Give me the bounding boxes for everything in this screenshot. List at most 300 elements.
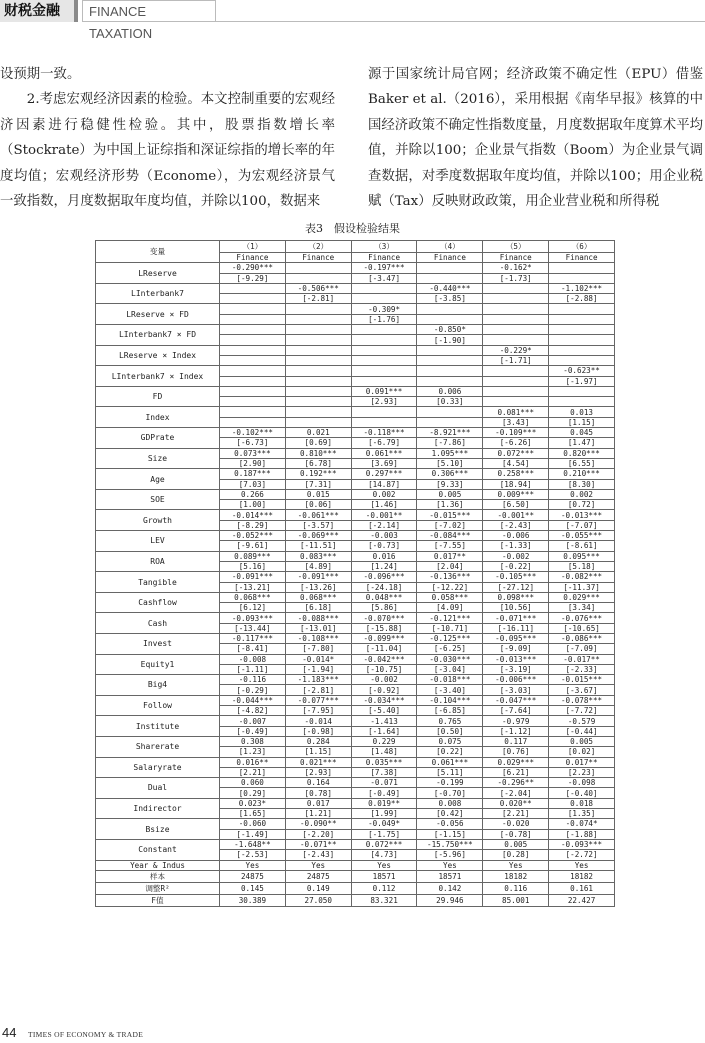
coef-cell xyxy=(285,386,351,396)
tstat-cell: [-3.57] xyxy=(285,520,351,530)
tstat-cell: [7.03] xyxy=(220,479,286,489)
coef-cell xyxy=(549,325,615,335)
tstat-cell: [-6.73] xyxy=(220,438,286,448)
tstat-cell: [-3.03] xyxy=(483,685,549,695)
coef-cell: 0.810*** xyxy=(285,448,351,458)
stat-cell: 18182 xyxy=(549,870,615,882)
tstat-cell: [-7.72] xyxy=(549,706,615,716)
stat-cell: Yes xyxy=(351,860,417,870)
tstat-cell: [-0.49] xyxy=(351,788,417,798)
coef-cell: -0.084*** xyxy=(417,531,483,541)
column-header: （4） xyxy=(417,241,483,253)
coef-cell xyxy=(285,366,351,376)
tstat-cell: [-10.65] xyxy=(549,623,615,633)
variable-name: Size xyxy=(96,448,220,469)
stat-cell: Yes xyxy=(417,860,483,870)
variable-name: LEV xyxy=(96,531,220,552)
coef-cell: -0.118*** xyxy=(351,428,417,438)
tstat-cell: [1.99] xyxy=(351,809,417,819)
variable-name: GDPrate xyxy=(96,428,220,449)
journal-name: TIMES OF ECONOMY & TRADE xyxy=(28,1030,144,1039)
coef-cell: 0.021 xyxy=(285,428,351,438)
tstat-cell xyxy=(549,335,615,345)
table-header-row xyxy=(96,241,615,253)
tstat-cell: [-1.94] xyxy=(285,664,351,674)
tstat-cell: [-15.88] xyxy=(351,623,417,633)
regression-table xyxy=(95,240,615,907)
tstat-cell: [0.02] xyxy=(549,747,615,757)
tstat-cell: [4.09] xyxy=(417,603,483,613)
stat-cell: 24875 xyxy=(220,870,286,882)
tstat-cell: [-2.14] xyxy=(351,520,417,530)
tstat-cell xyxy=(417,355,483,365)
tstat-cell: [-0.29] xyxy=(220,685,286,695)
coef-cell: -0.030*** xyxy=(417,654,483,664)
tstat-cell: [-9.29] xyxy=(220,273,286,283)
coef-cell xyxy=(417,407,483,417)
coef-cell: 0.061*** xyxy=(417,757,483,767)
tstat-cell: [3.34] xyxy=(549,603,615,613)
variable-name: Bsize xyxy=(96,819,220,840)
tstat-cell: [1.00] xyxy=(220,500,286,510)
stat-cell: 0.116 xyxy=(483,882,549,894)
coef-cell: -0.014* xyxy=(285,654,351,664)
column-header: （1） xyxy=(220,241,286,253)
coef-cell: -0.018*** xyxy=(417,675,483,685)
stat-cell: 0.145 xyxy=(220,882,286,894)
variable-name: Indirector xyxy=(96,798,220,819)
stat-cell: 0.142 xyxy=(417,882,483,894)
table-row xyxy=(96,675,615,685)
tstat-cell: [-10.75] xyxy=(351,664,417,674)
coef-cell: 0.020** xyxy=(483,798,549,808)
coef-cell: 0.029*** xyxy=(549,592,615,602)
variable-name: Index xyxy=(96,407,220,428)
coef-cell: -0.003 xyxy=(351,531,417,541)
body-column-right xyxy=(368,62,703,214)
table-row xyxy=(96,736,615,746)
tstat-cell: [1.36] xyxy=(417,500,483,510)
coef-cell: 0.229 xyxy=(351,736,417,746)
coef-cell: 0.017** xyxy=(549,757,615,767)
coef-cell: -0.091*** xyxy=(285,572,351,582)
coef-cell: -0.116 xyxy=(220,675,286,685)
tstat-cell: [-2.43] xyxy=(483,520,549,530)
coef-cell: 0.091*** xyxy=(351,386,417,396)
tstat-cell: [-3.67] xyxy=(549,685,615,695)
coef-cell xyxy=(549,304,615,314)
coef-cell xyxy=(549,345,615,355)
variable-name: Salaryrate xyxy=(96,757,220,778)
table-row xyxy=(96,654,615,664)
coef-cell: 0.016** xyxy=(220,757,286,767)
tstat-cell: [2.90] xyxy=(220,458,286,468)
tstat-cell: [0.69] xyxy=(285,438,351,448)
tstat-cell: [-7.80] xyxy=(285,644,351,654)
tstat-cell xyxy=(220,294,286,304)
coef-cell xyxy=(285,263,351,273)
coef-cell: 0.015 xyxy=(285,489,351,499)
page-number: 44 xyxy=(2,1025,17,1040)
coef-cell: -0.047*** xyxy=(483,695,549,705)
coef-cell: -0.229* xyxy=(483,345,549,355)
variable-name: Tangible xyxy=(96,572,220,593)
tstat-cell: [1.15] xyxy=(549,417,615,427)
coef-cell: -0.014*** xyxy=(220,510,286,520)
tstat-cell: [2.21] xyxy=(220,767,286,777)
coef-cell: -0.979 xyxy=(483,716,549,726)
dependent-var-header: Finance xyxy=(417,253,483,263)
coef-cell: 0.083*** xyxy=(285,551,351,561)
variable-name: Equity1 xyxy=(96,654,220,675)
tstat-cell xyxy=(483,335,549,345)
table-row xyxy=(96,592,615,602)
coef-cell: -0.093*** xyxy=(549,839,615,849)
coef-cell xyxy=(220,366,286,376)
tstat-cell: [-7.07] xyxy=(549,520,615,530)
stat-cell: 18571 xyxy=(417,870,483,882)
tstat-cell: [6.21] xyxy=(483,767,549,777)
tstat-cell: [0.78] xyxy=(285,788,351,798)
coef-cell: -0.002 xyxy=(483,551,549,561)
stat-cell: 29.946 xyxy=(417,894,483,906)
tstat-cell: [-2.43] xyxy=(285,850,351,860)
tstat-cell: [1.48] xyxy=(351,747,417,757)
stat-label: F值 xyxy=(96,894,220,906)
coef-cell: -0.099*** xyxy=(351,633,417,643)
tstat-cell: [-1.75] xyxy=(351,829,417,839)
paragraph: 源于国家统计局官网；经济政策不确定性（EPU）借鉴 Baker et al.（2016），采用根据《南华早报》核算的中国经济政策不确定性指数度量，月度数据取年度算术平均值，并除以100；企业景气指数（Boom）为企业景气调查数据，对季度数据取年度均值，并除以100；用企业税赋（Tax）反映财政政策，用企业营业税和所得税 xyxy=(368,67,703,210)
tstat-cell: [18.94] xyxy=(483,479,549,489)
tstat-cell: [6.55] xyxy=(549,458,615,468)
coef-cell: -0.044*** xyxy=(220,695,286,705)
tstat-cell: [2.21] xyxy=(483,809,549,819)
coef-cell xyxy=(220,283,286,293)
tstat-cell: [4.54] xyxy=(483,458,549,468)
coef-cell xyxy=(483,386,549,396)
tstat-cell: [-8.61] xyxy=(549,541,615,551)
tstat-cell: [5.10] xyxy=(417,458,483,468)
stat-cell: 85.001 xyxy=(483,894,549,906)
tstat-cell xyxy=(220,355,286,365)
variable-name: LReserve × FD xyxy=(96,304,220,325)
tstat-cell: [-2.88] xyxy=(549,294,615,304)
coef-cell: -0.020 xyxy=(483,819,549,829)
coef-cell: 0.258*** xyxy=(483,469,549,479)
tstat-cell: [-16.11] xyxy=(483,623,549,633)
table-row xyxy=(96,798,615,808)
tstat-cell: [-1.90] xyxy=(417,335,483,345)
tstat-cell: [6.18] xyxy=(285,603,351,613)
coef-cell: 0.029*** xyxy=(483,757,549,767)
coef-cell: 0.017** xyxy=(417,551,483,561)
coef-cell: 0.008 xyxy=(417,798,483,808)
coef-cell: -0.104*** xyxy=(417,695,483,705)
tstat-cell: [-3.85] xyxy=(417,294,483,304)
coef-cell: 0.284 xyxy=(285,736,351,746)
table-row xyxy=(96,695,615,705)
coef-cell: -0.108*** xyxy=(285,633,351,643)
stat-label: 调整R² xyxy=(96,882,220,894)
tstat-cell xyxy=(483,314,549,324)
variable-name: LReserve xyxy=(96,263,220,284)
coef-cell: -0.001** xyxy=(351,510,417,520)
coef-cell: -0.013*** xyxy=(549,510,615,520)
coef-cell: 0.073*** xyxy=(220,448,286,458)
dependent-var-header: Finance xyxy=(549,253,615,263)
tstat-cell: [-1.97] xyxy=(549,376,615,386)
tstat-cell: [-11.04] xyxy=(351,644,417,654)
coef-cell: -0.623** xyxy=(549,366,615,376)
coef-cell: 0.002 xyxy=(549,489,615,499)
tstat-cell xyxy=(285,314,351,324)
table-row xyxy=(96,870,615,882)
section-title-en: FINANCE TAXATION xyxy=(82,0,216,22)
table-row xyxy=(96,283,615,293)
coef-cell: -0.105*** xyxy=(483,572,549,582)
coef-cell: 0.192*** xyxy=(285,469,351,479)
coef-cell: -0.071 xyxy=(351,778,417,788)
coef-cell xyxy=(351,283,417,293)
tstat-cell: [-9.61] xyxy=(220,541,286,551)
stat-label: 样本 xyxy=(96,870,220,882)
coef-cell: -0.121*** xyxy=(417,613,483,623)
coef-cell: -0.086*** xyxy=(549,633,615,643)
stat-cell: 18571 xyxy=(351,870,417,882)
stat-cell: Yes xyxy=(483,860,549,870)
tstat-cell xyxy=(549,273,615,283)
coef-cell: -0.071*** xyxy=(483,613,549,623)
tstat-cell: [-27.12] xyxy=(483,582,549,592)
coef-cell xyxy=(417,263,483,273)
coef-cell: 0.072*** xyxy=(351,839,417,849)
variable-name: Growth xyxy=(96,510,220,531)
coef-cell: -0.093*** xyxy=(220,613,286,623)
tstat-cell: [2.93] xyxy=(285,767,351,777)
coef-cell: 0.095*** xyxy=(549,551,615,561)
table-caption: 表3 假设检验结果 xyxy=(305,222,400,235)
coef-cell: -0.309* xyxy=(351,304,417,314)
coef-cell xyxy=(549,386,615,396)
tstat-cell: [-0.73] xyxy=(351,541,417,551)
coef-cell: -0.850* xyxy=(417,325,483,335)
coef-cell: 1.095*** xyxy=(417,448,483,458)
coef-cell: -0.013*** xyxy=(483,654,549,664)
coef-cell: 0.002 xyxy=(351,489,417,499)
paragraph: 设预期一致。 xyxy=(0,67,81,82)
tstat-cell: [1.15] xyxy=(285,747,351,757)
tstat-cell: [-4.82] xyxy=(220,706,286,716)
tstat-cell xyxy=(417,417,483,427)
tstat-cell: [0.72] xyxy=(549,500,615,510)
coef-cell: 0.306*** xyxy=(417,469,483,479)
header-divider-bar xyxy=(74,0,78,22)
coef-cell xyxy=(285,345,351,355)
tstat-cell: [-12.22] xyxy=(417,582,483,592)
coef-cell: 0.058*** xyxy=(417,592,483,602)
coef-cell: -8.921*** xyxy=(417,428,483,438)
coef-cell: -0.071** xyxy=(285,839,351,849)
coef-cell: -0.034*** xyxy=(351,695,417,705)
coef-cell: 0.068*** xyxy=(285,592,351,602)
coef-cell: 0.098*** xyxy=(483,592,549,602)
tstat-cell: [-5.40] xyxy=(351,706,417,716)
table-row xyxy=(96,716,615,726)
tstat-cell: [3.69] xyxy=(351,458,417,468)
tstat-cell: [-2.20] xyxy=(285,829,351,839)
tstat-cell xyxy=(417,376,483,386)
coef-cell: -0.015*** xyxy=(549,675,615,685)
tstat-cell: [0.28] xyxy=(483,850,549,860)
tstat-cell: [0.06] xyxy=(285,500,351,510)
coef-cell: -1.102*** xyxy=(549,283,615,293)
tstat-cell: [-13.44] xyxy=(220,623,286,633)
tstat-cell: [-1.73] xyxy=(483,273,549,283)
tstat-cell: [-13.01] xyxy=(285,623,351,633)
tstat-cell: [-1.11] xyxy=(220,664,286,674)
tstat-cell: [5.18] xyxy=(549,561,615,571)
coef-cell: 0.005 xyxy=(417,489,483,499)
tstat-cell: [-3.47] xyxy=(351,273,417,283)
variable-name: FD xyxy=(96,386,220,407)
tstat-cell: [-0.40] xyxy=(549,788,615,798)
tstat-cell: [-0.44] xyxy=(549,726,615,736)
stat-cell: 0.112 xyxy=(351,882,417,894)
table-row xyxy=(96,572,615,582)
tstat-cell: [2.23] xyxy=(549,767,615,777)
tstat-cell: [2.04] xyxy=(417,561,483,571)
coef-cell: 0.019** xyxy=(351,798,417,808)
tstat-cell xyxy=(220,376,286,386)
tstat-cell: [-8.29] xyxy=(220,520,286,530)
tstat-cell xyxy=(351,294,417,304)
table-row xyxy=(96,489,615,499)
dependent-var-header: Finance xyxy=(220,253,286,263)
stat-cell: 27.050 xyxy=(285,894,351,906)
coef-cell: -0.052*** xyxy=(220,531,286,541)
coef-cell: -1.413 xyxy=(351,716,417,726)
tstat-cell: [1.47] xyxy=(549,438,615,448)
coef-cell: 0.266 xyxy=(220,489,286,499)
coef-cell: -0.095*** xyxy=(483,633,549,643)
tstat-cell: [0.42] xyxy=(417,809,483,819)
tstat-cell: [-11.51] xyxy=(285,541,351,551)
coef-cell: -0.076*** xyxy=(549,613,615,623)
table-row xyxy=(96,819,615,829)
tstat-cell xyxy=(351,335,417,345)
coef-cell xyxy=(351,345,417,355)
tstat-cell: [-5.96] xyxy=(417,850,483,860)
table-row xyxy=(96,304,615,314)
coef-cell: -0.162* xyxy=(483,263,549,273)
tstat-cell: [4.89] xyxy=(285,561,351,571)
column-header: （6） xyxy=(549,241,615,253)
tstat-cell: [5.86] xyxy=(351,603,417,613)
coef-cell: 0.068*** xyxy=(220,592,286,602)
tstat-cell: [1.35] xyxy=(549,809,615,819)
tstat-cell: [-3.40] xyxy=(417,685,483,695)
tstat-cell: [-7.64] xyxy=(483,706,549,716)
coef-cell: 0.061*** xyxy=(351,448,417,458)
tstat-cell: [5.16] xyxy=(220,561,286,571)
tstat-cell: [-1.71] xyxy=(483,355,549,365)
coef-cell: -0.199 xyxy=(417,778,483,788)
tstat-cell: [-0.78] xyxy=(483,829,549,839)
table-row xyxy=(96,386,615,396)
tstat-cell: [7.38] xyxy=(351,767,417,777)
coef-cell: -0.049* xyxy=(351,819,417,829)
tstat-cell xyxy=(285,376,351,386)
dependent-var-header: Finance xyxy=(351,253,417,263)
coef-cell: -0.098 xyxy=(549,778,615,788)
variable-name: LInterbank7 × FD xyxy=(96,325,220,346)
tstat-cell: [0.50] xyxy=(417,726,483,736)
variable-name: Big4 xyxy=(96,675,220,696)
tstat-cell: [-7.86] xyxy=(417,438,483,448)
tstat-cell: [-1.76] xyxy=(351,314,417,324)
header-rule xyxy=(216,21,705,22)
table-row xyxy=(96,448,615,458)
coef-cell: 0.117 xyxy=(483,736,549,746)
coef-cell: 0.164 xyxy=(285,778,351,788)
tstat-cell: [-8.41] xyxy=(220,644,286,654)
tstat-cell: [-2.72] xyxy=(549,850,615,860)
body-column-left xyxy=(0,62,335,214)
tstat-cell xyxy=(285,417,351,427)
coef-cell: -0.102*** xyxy=(220,428,286,438)
coef-cell: 0.765 xyxy=(417,716,483,726)
coef-cell: -0.506*** xyxy=(285,283,351,293)
tstat-cell xyxy=(549,397,615,407)
coef-cell: -0.006 xyxy=(483,531,549,541)
coef-cell xyxy=(351,325,417,335)
table-row xyxy=(96,551,615,561)
tstat-cell: [9.33] xyxy=(417,479,483,489)
coef-cell: -0.197*** xyxy=(351,263,417,273)
coef-cell: -0.117*** xyxy=(220,633,286,643)
coef-cell: 0.013 xyxy=(549,407,615,417)
column-header: （5） xyxy=(483,241,549,253)
coef-cell xyxy=(220,407,286,417)
tstat-cell: [-3.04] xyxy=(417,664,483,674)
stat-cell: 18182 xyxy=(483,870,549,882)
coef-cell: 0.072*** xyxy=(483,448,549,458)
coef-cell: 0.060 xyxy=(220,778,286,788)
table-row xyxy=(96,366,615,376)
page-header xyxy=(0,0,705,41)
table-row xyxy=(96,757,615,767)
tstat-cell: [-2.81] xyxy=(285,685,351,695)
coef-cell: 0.018 xyxy=(549,798,615,808)
coef-cell: 0.023* xyxy=(220,798,286,808)
coef-cell: 0.045 xyxy=(549,428,615,438)
tstat-cell xyxy=(549,314,615,324)
variable-name: Institute xyxy=(96,716,220,737)
coef-cell: -0.579 xyxy=(549,716,615,726)
tstat-cell: [-2.33] xyxy=(549,664,615,674)
tstat-cell: [-0.22] xyxy=(483,561,549,571)
coef-cell: -0.008 xyxy=(220,654,286,664)
coef-cell: -0.055*** xyxy=(549,531,615,541)
tstat-cell: [-3.19] xyxy=(483,664,549,674)
tstat-cell: [-1.33] xyxy=(483,541,549,551)
table-row xyxy=(96,778,615,788)
coef-cell: 0.035*** xyxy=(351,757,417,767)
variable-name: Constant xyxy=(96,839,220,860)
table-row xyxy=(96,345,615,355)
coef-cell: 0.009*** xyxy=(483,489,549,499)
tstat-cell: [1.23] xyxy=(220,747,286,757)
